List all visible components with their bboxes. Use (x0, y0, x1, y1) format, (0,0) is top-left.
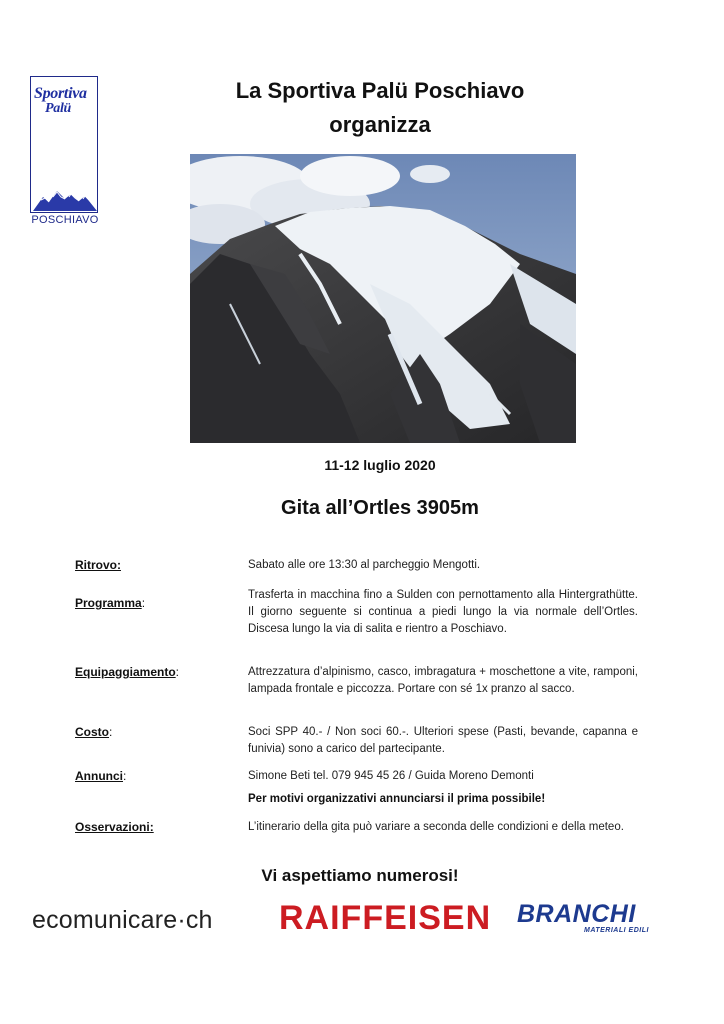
value-annunci: Simone Beti tel. 079 945 45 26 / Guida Moreno Demonti (248, 770, 534, 782)
label-text: Equipaggiamento (75, 665, 176, 679)
label-colon: : (109, 725, 113, 739)
label-costo (75, 724, 112, 741)
sponsor-branchi-subtitle: MATERIALI EDILI (584, 927, 649, 934)
mountain-photo (190, 154, 576, 443)
label-text: Annunci (75, 769, 123, 783)
label-text: Costo (75, 725, 109, 739)
label-colon: : (123, 769, 127, 783)
value-osservazioni: L’itinerario della gita può variare a seconda delle condizioni e della meteo. (248, 821, 624, 833)
page-title: La Sportiva Palü Poschiavo (235, 78, 525, 103)
value-ritrovo: Sabato alle ore 13:30 al parcheggio Mengotti. (248, 559, 481, 571)
label-text: Programma (75, 596, 142, 610)
label-ritrovo (75, 557, 121, 574)
club-logo (30, 76, 98, 213)
label-osservazioni (75, 819, 154, 836)
annunci-note: Per motivi organizzativi annunciarsi il prima possibile! (248, 793, 546, 805)
label-equipaggiamento (75, 664, 179, 681)
value-costo: Soci SPP 40.- / Non soci 60.-. Ulteriori spese (Pasti, bevande, capanna e funivia) sono a carico del partecipante. (248, 726, 638, 755)
value-programma: Trasferta in macchina fino a Sulden con pernottamento alla Hintergrathütte. Il giorno seguente si continua a piedi lungo la via normale dell’Ortles. Discesa lungo la via di salita e rientro a Poschiavo. (248, 589, 638, 635)
logo-word-palu: Palü (45, 101, 72, 116)
value-equipaggiamento: Attrezzatura d’alpinismo, casco, imbragatura + moschettone a vite, ramponi, lampada frontale e piccozza. Portare con sé 1x pranzo al sacco. (248, 666, 638, 695)
event-date: 11-12 luglio 2020 (324, 457, 436, 473)
label-programma (75, 595, 145, 612)
label-colon: : (141, 596, 146, 610)
label-colon: : (175, 665, 180, 679)
label-text: Osservazioni: (75, 820, 154, 834)
mountains-icon (33, 189, 97, 211)
logo-word-sportiva: Sportiva (34, 85, 87, 102)
page-subtitle: organizza (329, 112, 431, 137)
sponsor-branchi-logo: BRANCHI (517, 900, 636, 928)
event-title: Gita all’Ortles 3905m (281, 497, 479, 519)
label-annunci (75, 768, 126, 785)
sponsor-ecomunicare-logo: ecomunicare·ch (32, 906, 213, 934)
label-text: Ritrovo: (75, 558, 121, 572)
logo-place-text: POSCHIAVO (31, 214, 99, 226)
closing-message: Vi aspettiamo numerosi! (261, 866, 459, 885)
sponsor-raiffeisen-logo: RAIFFEISEN (279, 899, 492, 937)
